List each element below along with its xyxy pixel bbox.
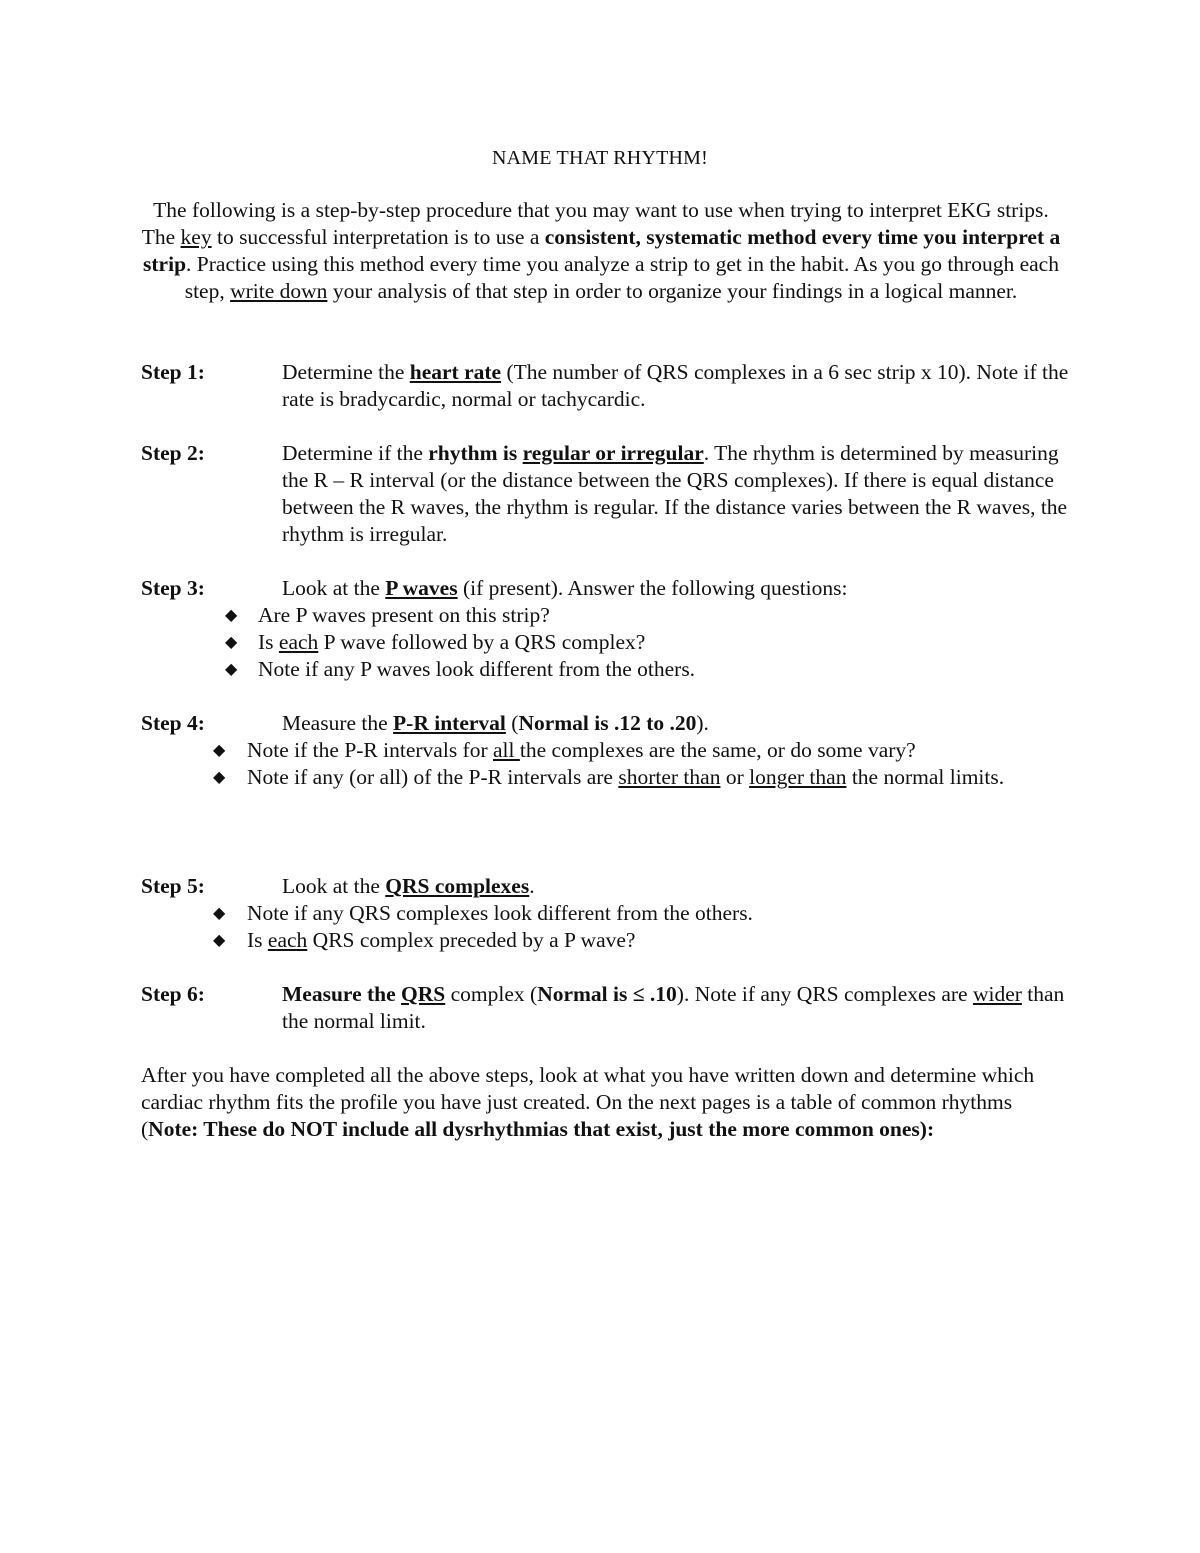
step-2-label: Step 2: — [141, 441, 205, 465]
outro-bold-note: Note: These do NOT include all dysrhythmias that exist, just the more common ones): — [148, 1117, 935, 1141]
list-item — [141, 737, 1071, 764]
step-6-label: Step 6: — [141, 982, 205, 1006]
step-5-qrs-complexes: QRS complexes — [385, 874, 530, 898]
step-6-text-3: than the normal limit. — [282, 982, 1065, 1033]
list-item — [141, 602, 1071, 629]
step-5-bullet-2-each: each — [267, 928, 308, 952]
step-3-bullet-3: Note if any P waves look different from the others. — [258, 657, 696, 681]
step-4-bullet-1-a: Note if the P-R intervals for — [247, 738, 494, 762]
step-5-body — [282, 873, 1071, 900]
step-3-bullet-2-each: each — [278, 630, 319, 654]
step-4-bullet-2-b: the normal limits. — [846, 765, 1005, 789]
step-5 — [141, 873, 1071, 954]
intro-text-2: to successful interpretation is to use a — [211, 225, 545, 249]
step-4-text-3: ). — [696, 711, 709, 735]
list-item — [141, 656, 1071, 683]
step-4-body — [282, 710, 1071, 737]
step-3-text-1: Look at the — [282, 576, 386, 600]
step-5-bullet-2-b: QRS complex preceded by a P wave? — [307, 928, 636, 952]
step-3 — [141, 575, 1071, 683]
list-item — [141, 764, 1071, 791]
step-3-bullet-1: Are P waves present on this strip? — [258, 603, 550, 627]
outro-paragraph — [141, 1062, 1061, 1143]
step-6-text-2: ). Note if any QRS complexes are — [676, 982, 973, 1006]
step-6-measure: Measure the — [282, 982, 402, 1006]
step-3-bullet-2-b: P wave followed by a QRS complex? — [318, 630, 646, 654]
diamond-bullet-icon: ◆ — [225, 634, 238, 651]
diamond-bullet-icon: ◆ — [213, 932, 226, 949]
step-5-text-2: . — [529, 874, 535, 898]
step-2-text-1: Determine if the — [282, 441, 429, 465]
step-2-text-2: . The rhythm is determined by measuring the R – R interval (or the distance between the QRS complexes). If there is equal distance between the R waves, the rhythm is regular. If the distance varies between the R waves, the rhythm is irregular. — [282, 441, 1068, 546]
step-6-text-1: complex ( — [445, 982, 538, 1006]
step-5-bullet-2-a: Is — [247, 928, 268, 952]
intro-bold-method: consistent, systematic method every time you interpret a strip — [143, 225, 1061, 276]
step-4-pr-interval: P-R interval — [393, 711, 506, 735]
step-4-bullet-2-a: Note if any (or all) of the P-R intervals are — [247, 765, 619, 789]
page-title: NAME THAT RHYTHM! — [492, 147, 708, 169]
step-4-normal-range: Normal is .12 to .20 — [518, 711, 697, 735]
step-4-bullet-2-longer: longer than — [749, 765, 847, 789]
step-1-body — [282, 359, 1071, 413]
step-6 — [141, 981, 1071, 1035]
step-2-rhythm-is: rhythm is — [428, 441, 523, 465]
step-3-p-waves: P waves — [385, 576, 458, 600]
step-4-bullet-1-all: all — [493, 738, 520, 762]
intro-text-3: . Practice using this method every time you analyze a strip to get in the habit. As you go through each step, — [184, 252, 1059, 303]
step-4-bullet-list — [141, 737, 1071, 791]
step-4 — [141, 710, 1071, 791]
step-4-bullet-1-b: the complexes are the same, or do some vary? — [519, 738, 916, 762]
step-6-normal-range: Normal is ≤ .10 — [537, 982, 677, 1006]
diamond-bullet-icon: ◆ — [225, 661, 238, 678]
step-4-text-2: ( — [505, 711, 519, 735]
step-5-bullet-list — [141, 900, 1071, 954]
step-1-text-2: (The number of QRS complexes in a 6 sec strip x 10). Note if the rate is bradycardic, normal or tachycardic. — [282, 360, 1069, 411]
intro-key: key — [180, 225, 212, 249]
step-1-label: Step 1: — [141, 360, 205, 384]
diamond-bullet-icon: ◆ — [213, 742, 226, 759]
list-item — [141, 629, 1071, 656]
diamond-bullet-icon: ◆ — [213, 769, 226, 786]
step-2-regular-irregular: regular or irregular — [522, 441, 704, 465]
intro-write-down: write down — [230, 279, 328, 303]
step-6-body — [282, 981, 1071, 1035]
step-6-wider: wider — [972, 982, 1022, 1006]
intro-text-4: your analysis of that step in order to organize your findings in a logical manner. — [327, 279, 1018, 303]
step-2 — [141, 440, 1071, 548]
step-4-label: Step 4: — [141, 711, 205, 735]
step-6-qrs: QRS — [401, 982, 446, 1006]
step-4-bullet-2-or: or — [720, 765, 750, 789]
step-3-body — [282, 575, 1071, 602]
step-2-body — [282, 440, 1071, 548]
step-4-text-1: Measure the — [282, 711, 394, 735]
diamond-bullet-icon: ◆ — [213, 905, 226, 922]
step-1-heart-rate: heart rate — [409, 360, 502, 384]
diamond-bullet-icon: ◆ — [225, 607, 238, 624]
list-item — [141, 900, 1071, 927]
step-1 — [141, 359, 1071, 413]
step-1-text-1: Determine the — [282, 360, 410, 384]
step-5-bullet-1: Note if any QRS complexes look different from the others. — [247, 901, 753, 925]
step-3-bullet-2-a: Is — [258, 630, 279, 654]
step-5-label: Step 5: — [141, 874, 205, 898]
step-3-bullet-list — [141, 602, 1071, 683]
outro-text: After you have completed all the above steps, look at what you have written down and determine which cardiac rhythm fits the profile you have just created. On the next pages is a table of common rhythms ( — [141, 1063, 1035, 1141]
step-5-text-1: Look at the — [282, 874, 386, 898]
step-3-text-2: (if present). Answer the following questions: — [457, 576, 848, 600]
intro-paragraph — [138, 197, 1064, 305]
step-4-bullet-2-shorter: shorter than — [618, 765, 721, 789]
list-item — [141, 927, 1071, 954]
intro-text-1: The following is a step-by-step procedure that you may want to use when trying to interpret EKG strips. The — [141, 198, 1049, 249]
step-3-label: Step 3: — [141, 576, 205, 600]
